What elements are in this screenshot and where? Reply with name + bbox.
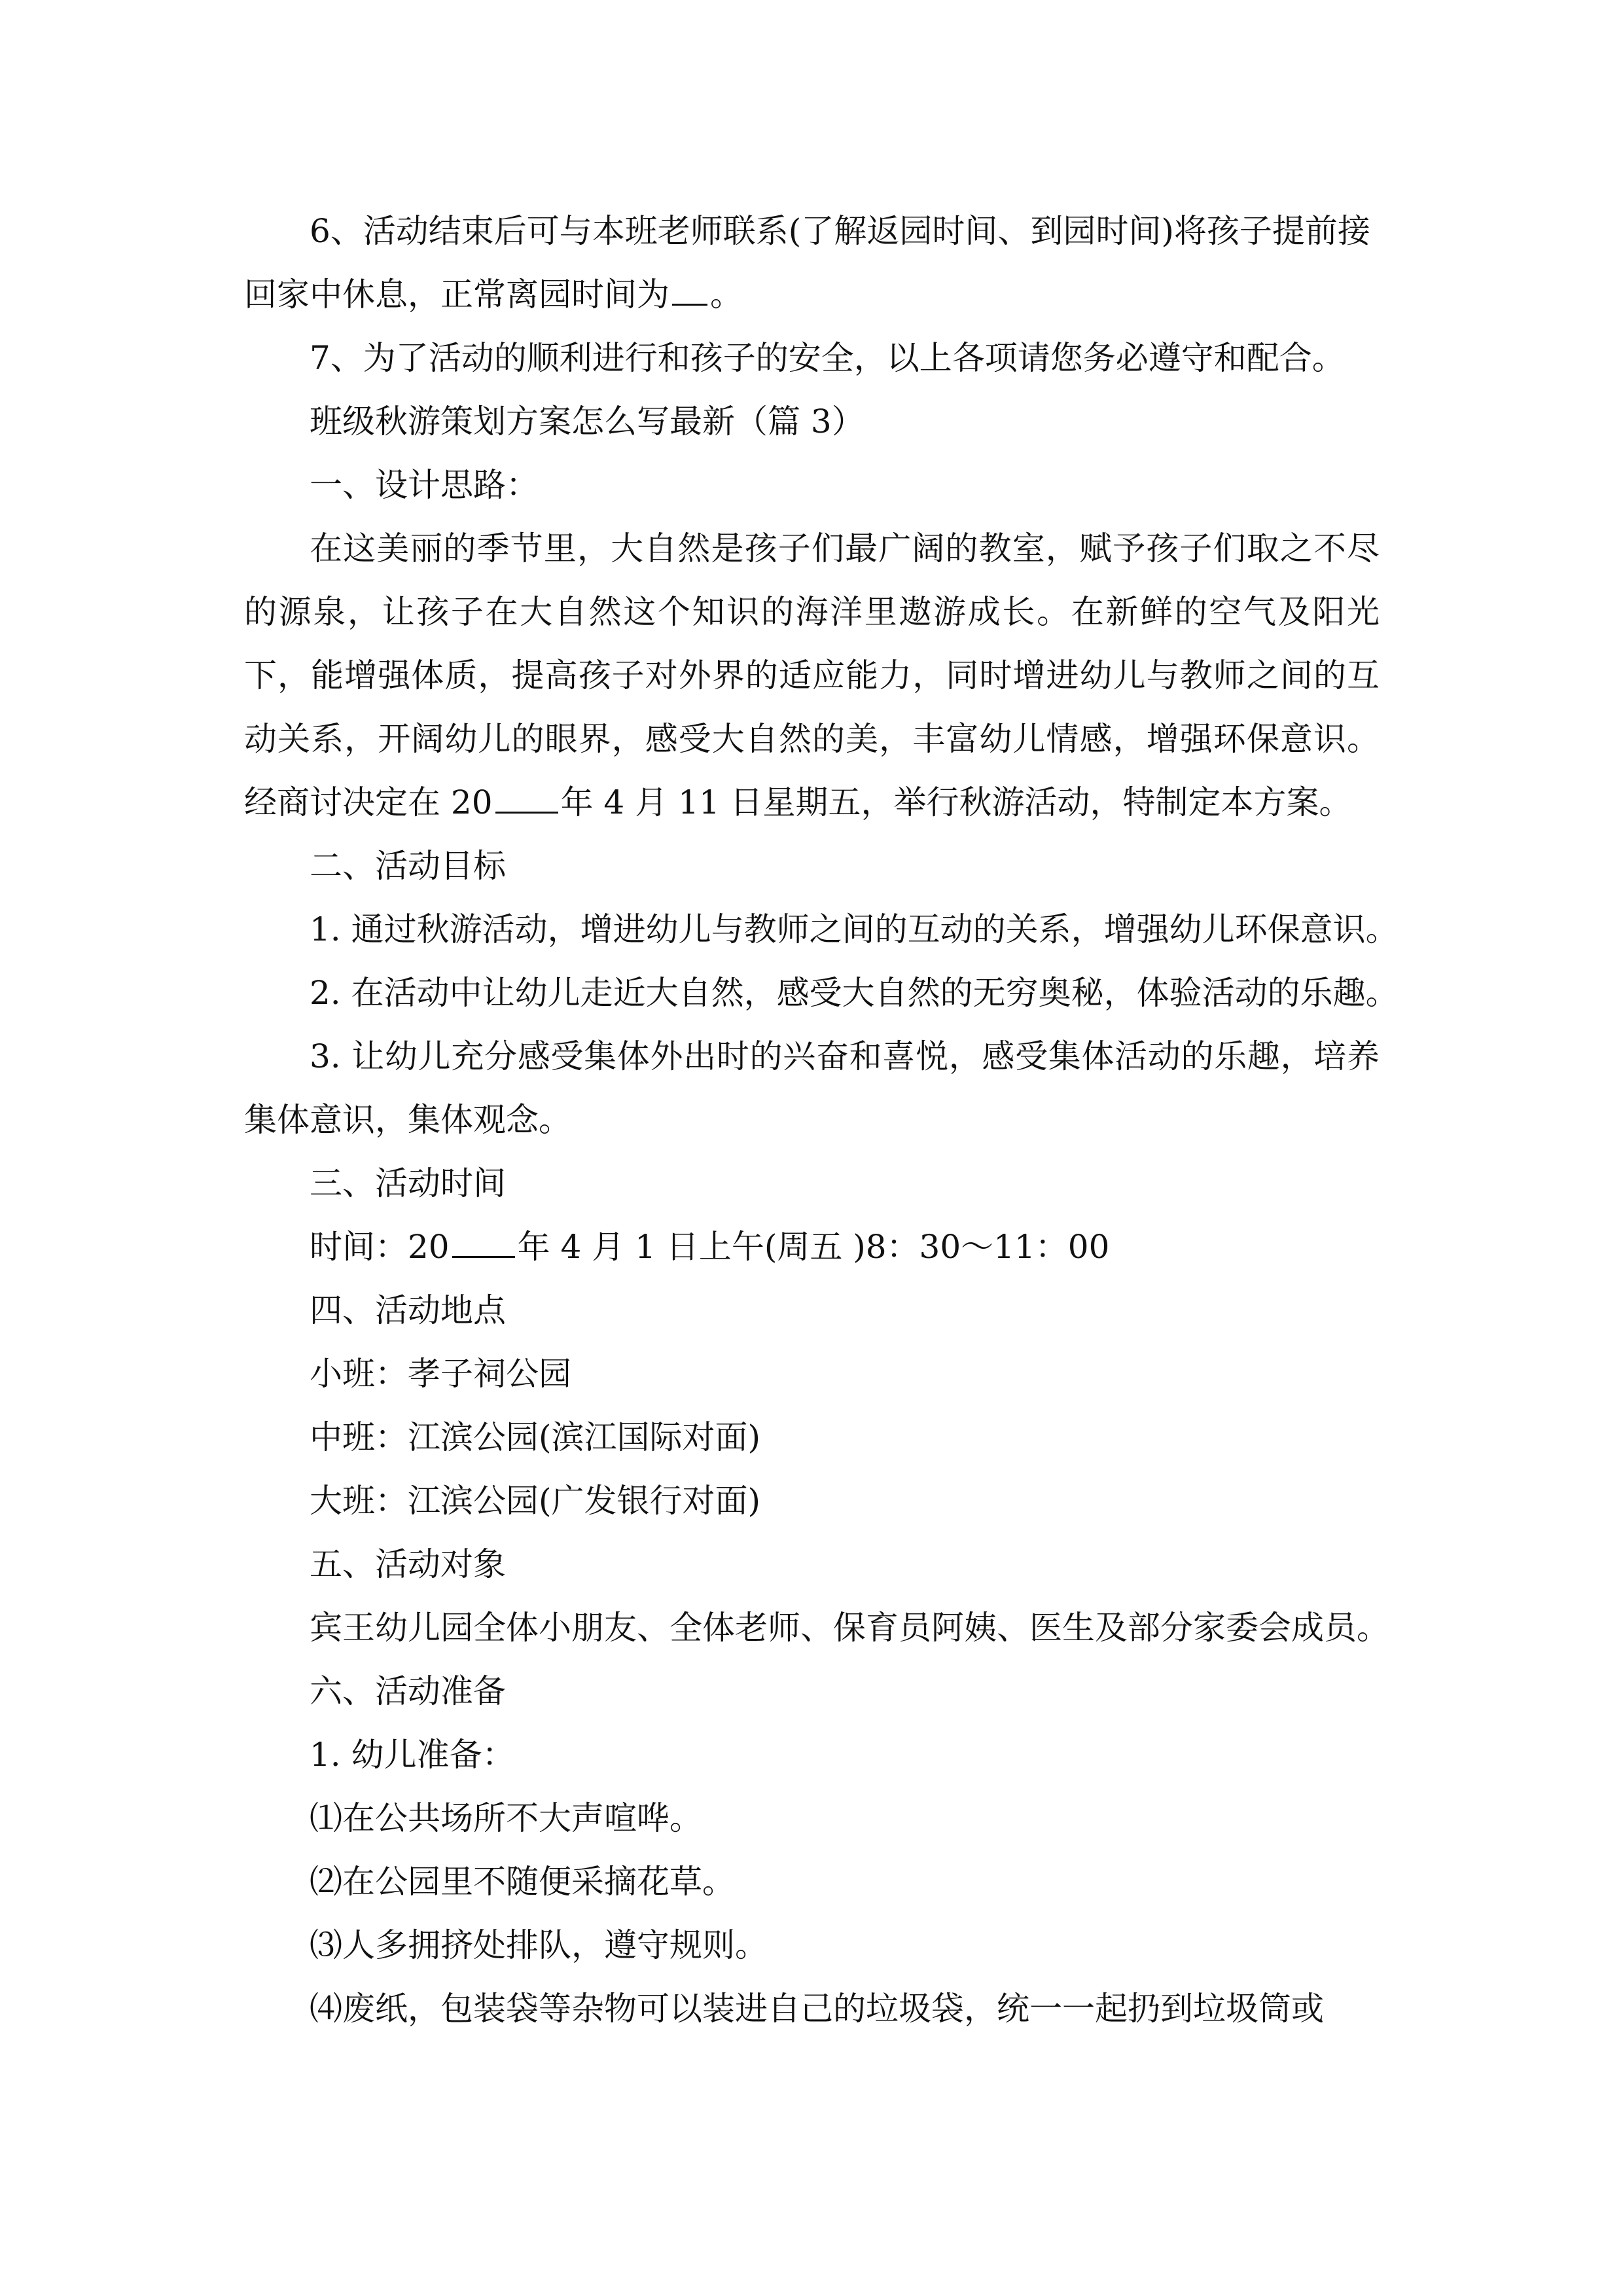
- heading-design-idea: 一、设计思路：: [310, 466, 539, 504]
- activity-time-label: 时间：20: [310, 1228, 450, 1266]
- fill-in-blank: [672, 271, 707, 306]
- activity-time-value: 年 4 月 1 日上午(周五 )8：30～11：00: [517, 1228, 1110, 1266]
- preparation-item-3: ⑶人多拥挤处排队，遵守规则。: [310, 1926, 768, 1964]
- item-6-line-2: [244, 263, 1380, 327]
- child-preparation-title: 1. 幼儿准备：: [310, 1736, 515, 1774]
- place-large-class: 大班：江滨公园(广发银行对面): [310, 1482, 761, 1520]
- goal-1: 1. 通过秋游活动，增进幼儿与教师之间的互动的关系，增强幼儿环保意识。: [310, 910, 1399, 948]
- audience-text: 宾王幼儿园全体小朋友、全体老师、保育员阿姨、医生及部分家委会成员。: [310, 1609, 1389, 1647]
- document-body: [244, 200, 1399, 2041]
- section-title: 班级秋游策划方案怎么写最新（篇 3）: [310, 403, 865, 440]
- year-blank: [452, 1223, 515, 1258]
- heading-preparation: 六、活动准备: [310, 1672, 506, 1710]
- heading-time: 三、活动时间: [310, 1164, 506, 1202]
- item-7: 7、为了活动的顺利进行和孩子的安全，以上各项请您务必遵守和配合。: [310, 339, 1345, 377]
- preparation-item-2: ⑵在公园里不随便采摘花草。: [310, 1863, 735, 1901]
- item-6-line-2-end: 。: [710, 276, 743, 314]
- activity-time: [244, 1215, 1380, 1279]
- item-6-line-2-text: 回家中休息，正常离园时间为: [244, 276, 669, 314]
- goal-2: 2. 在活动中让幼儿走近大自然，感受大自然的无穷奥秘，体验活动的乐趣。: [310, 974, 1399, 1012]
- year-blank: [495, 779, 558, 814]
- heading-place: 四、活动地点: [310, 1291, 506, 1329]
- preparation-item-4: ⑷废纸，包装袋等杂物可以装进自己的垃圾袋，统一一起扔到垃圾筒或: [310, 1990, 1324, 2028]
- place-middle-class: 中班：江滨公园(滨江国际对面): [310, 1418, 761, 1456]
- heading-audience: 五、活动对象: [310, 1545, 506, 1583]
- item-6-line-1: 6、活动结束后可与本班老师联系(了解返园时间、到园时间)将孩子提前接: [310, 212, 1370, 250]
- preparation-item-1: ⑴在公共场所不大声喧哗。: [310, 1799, 702, 1837]
- place-small-class: 小班：孝子祠公园: [310, 1355, 571, 1393]
- goal-3: 3. 让幼儿充分感受集体外出时的兴奋和喜悦，感受集体活动的乐趣，培养集体意识，集体观念。: [244, 1037, 1380, 1139]
- design-idea-text-end: 年 4 月 11 日星期五，举行秋游活动，特制定本方案。: [560, 783, 1352, 821]
- heading-goals: 二、活动目标: [310, 847, 506, 885]
- design-idea-text: 在这美丽的季节里，大自然是孩子们最广阔的教室，赋予孩子们取之不尽的源泉，让孩子在大自然这个知识的海洋里遨游成长。在新鲜的空气及阳光下，能增强体质，提高孩子对外界的适应能力，同时增进幼儿与教师之间的互动关系，开阔幼儿的眼界，感受大自然的美，丰富幼儿情感，增强环保意识。经商讨决定在 20: [244, 529, 1380, 821]
- design-idea-paragraph: [244, 517, 1380, 834]
